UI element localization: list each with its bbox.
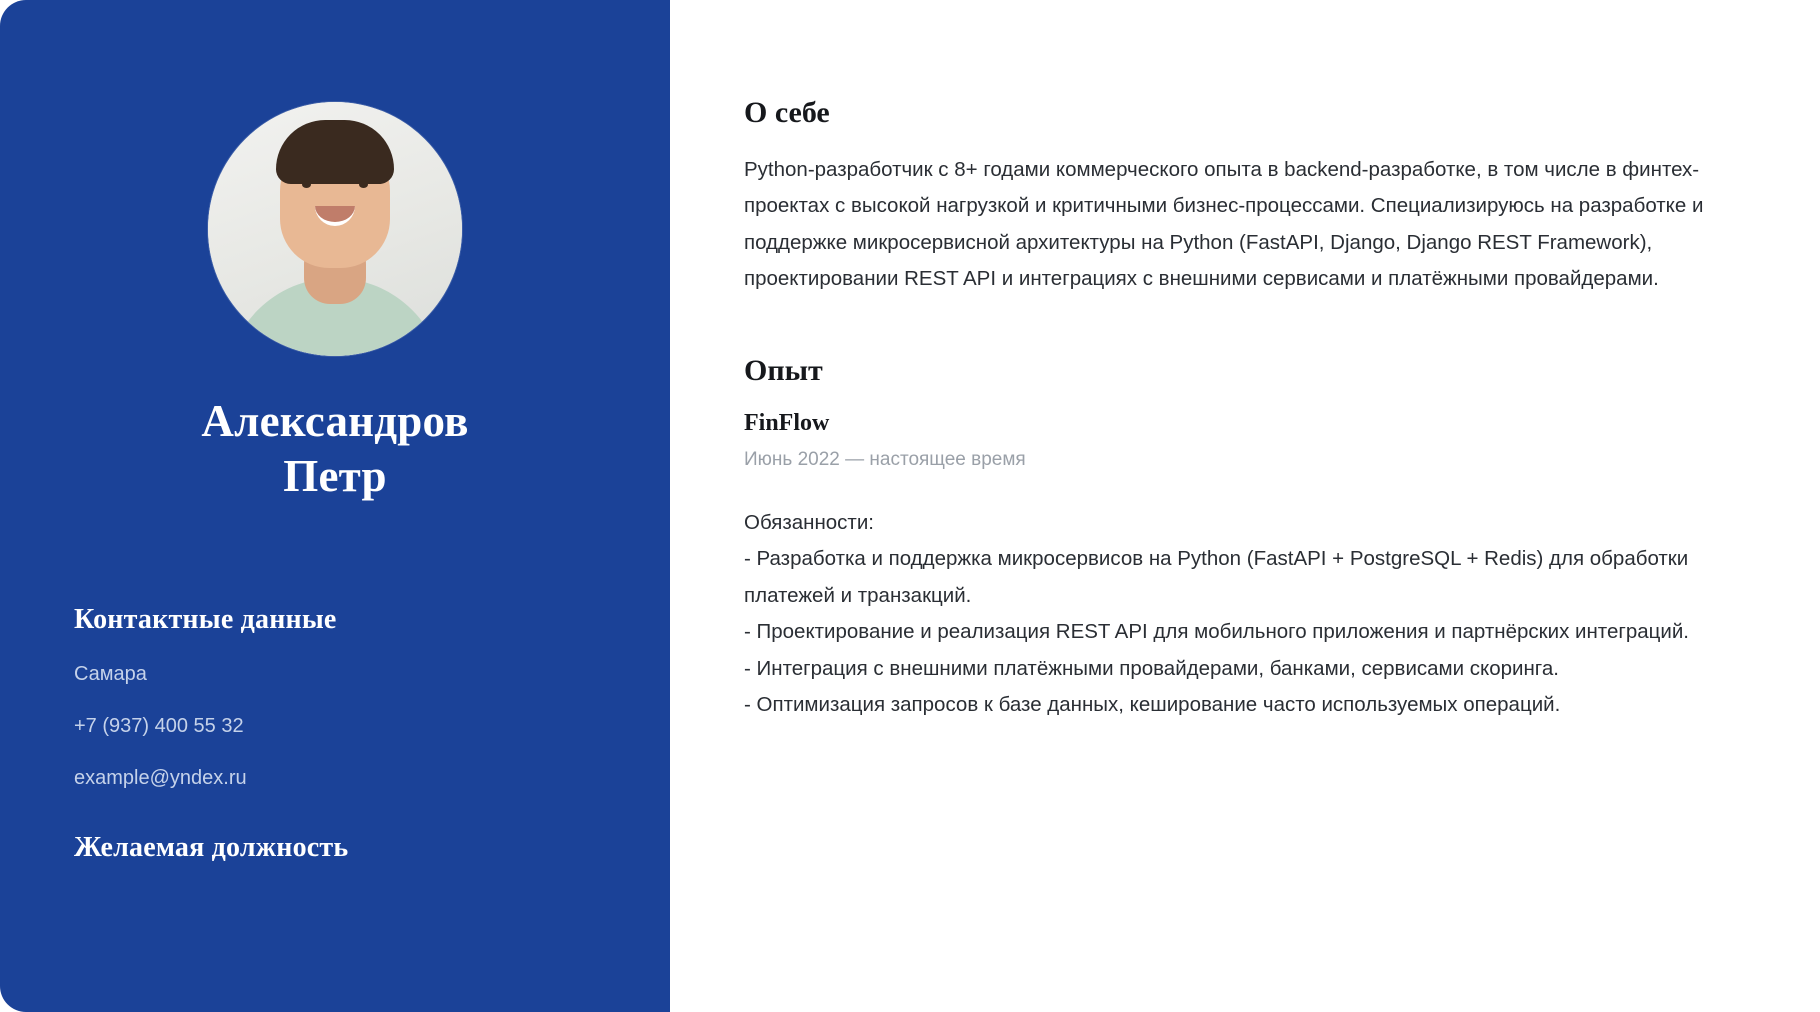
contact-city: Самара [74,662,147,685]
photo-eye-right [359,181,368,188]
job-dates: Июнь 2022 — настоящее время [744,448,1026,470]
photo-eye-left [302,181,311,188]
duty-item: - Оптимизация запросов к базе данных, кеширование часто используемых операций. [744,693,1561,717]
duty-item: - Интеграция с внешними платёжными провайдерами, банками, сервисами скоринга. [744,656,1559,680]
contacts-heading: Контактные данные [74,603,337,635]
desired-position-heading: Желаемая должность [74,831,349,863]
experience-heading: Опыт [744,353,823,387]
about-heading: О себе [744,96,830,129]
avatar-container [74,102,596,356]
contact-email[interactable]: example@yndex.ru [74,766,247,789]
resume-content [670,0,1820,1012]
about-text: Python-разработчик с 8+ годами коммерческого опыта в backend-разработке, в том числе в финтех-проектах с высокой нагрузкой и критичными бизнес-процессами. Специализируюсь на разработке и поддержке микросервисной архитектуры на Python (FastAPI, Django, Django REST Framework), проектировании REST API и интеграциях с внешними сервисами и платёжными провайдерами. [744,158,1704,291]
candidate-name [74,394,596,504]
candidate-surname: Александров [201,396,469,446]
contacts-list [74,662,596,790]
duty-item: - Проектирование и реализация REST API для мобильного приложения и партнёрских интеграций. [744,620,1689,644]
duty-item: - Разработка и поддержка микросервисов на Python (FastAPI + PostgreSQL + Redis) для обработки платежей и транзакций. [744,547,1689,607]
job-company: FinFlow [744,409,830,436]
avatar [208,102,462,356]
job-entry [744,410,1724,724]
candidate-firstname: Петр [283,450,387,501]
contact-phone[interactable]: +7 (937) 400 55 32 [74,714,244,737]
resume-sidebar [0,0,670,1012]
duties-label: Обязанности: [744,510,874,534]
